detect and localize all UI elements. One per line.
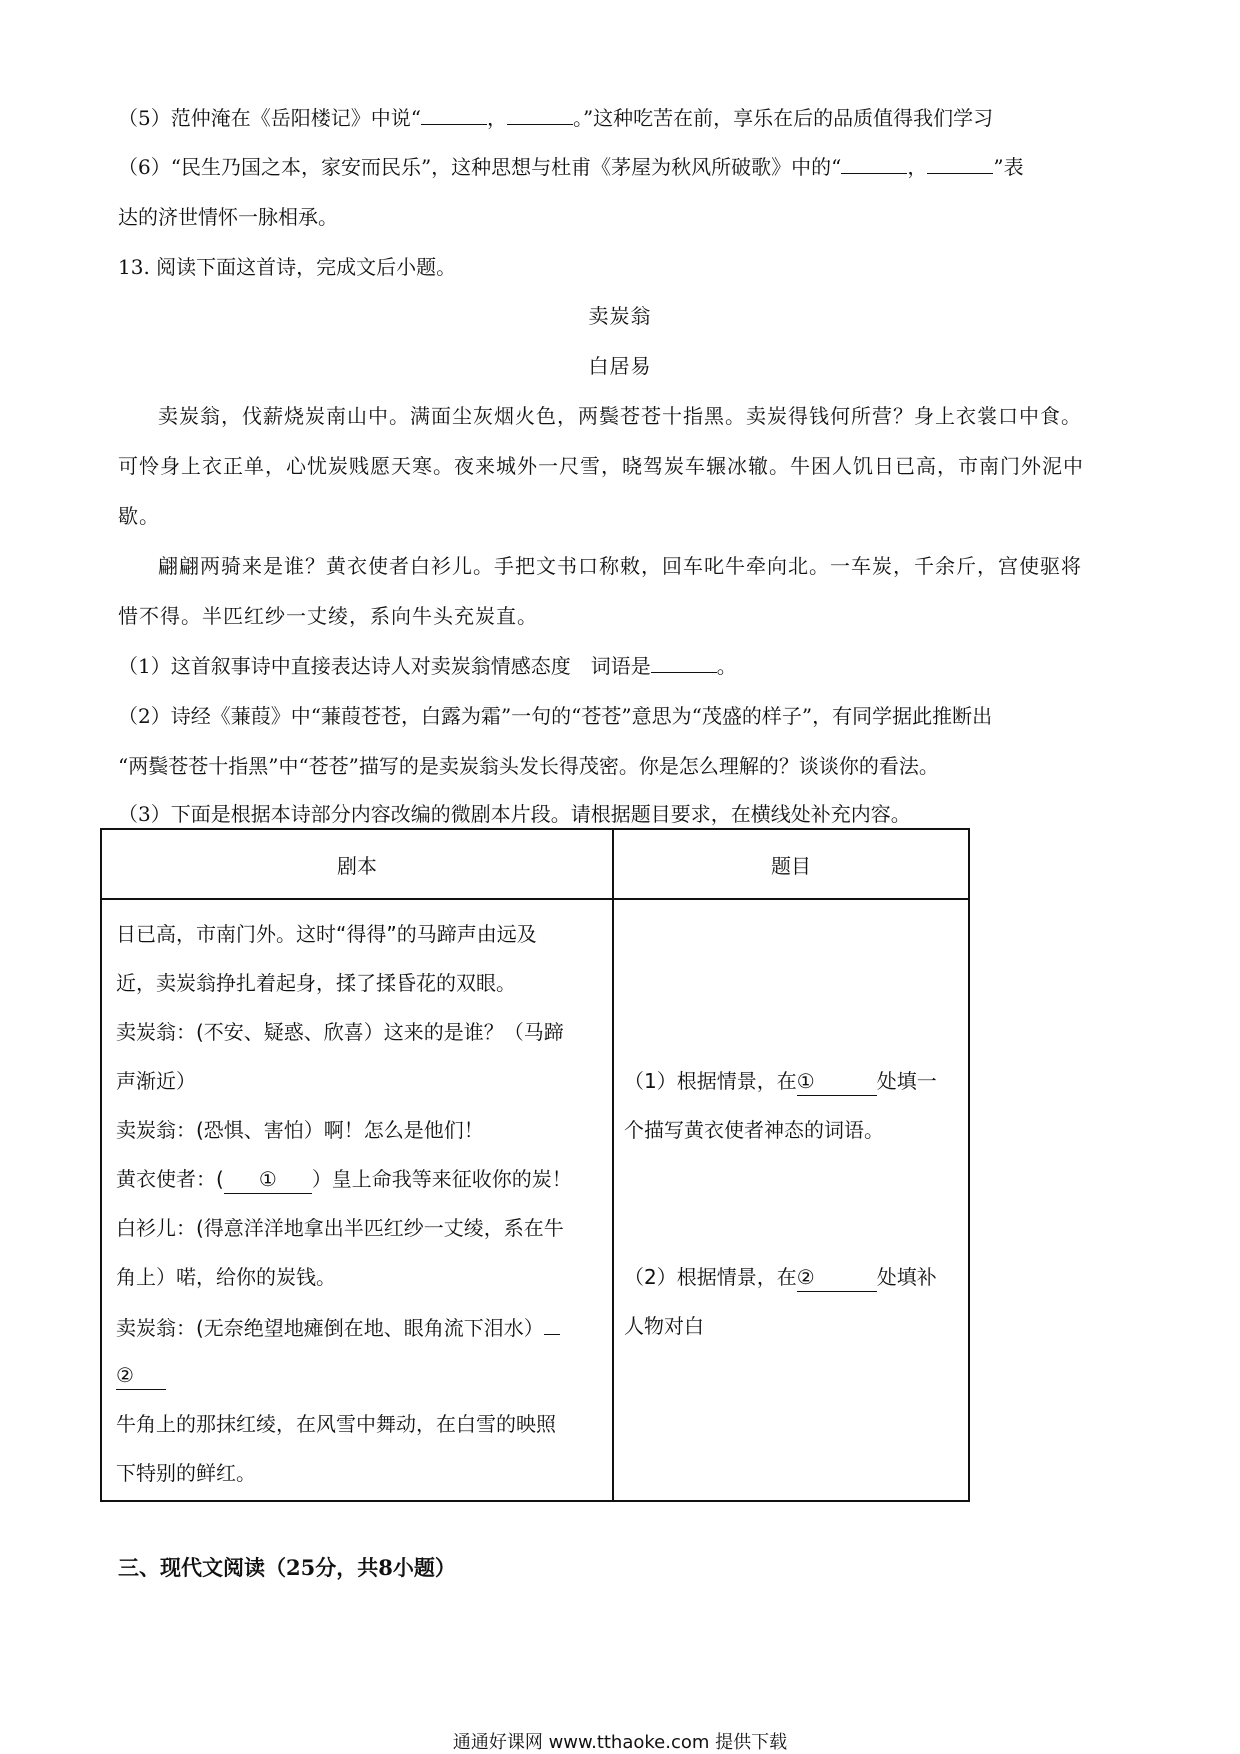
script-line: 日已高，市南门外。这时“得得”的马蹄声由远及: [116, 922, 537, 946]
task-cell: [613, 899, 969, 1501]
blank-1[interactable]: ①: [224, 1165, 312, 1194]
script-line: 近，卖炭翁挣扎着起身，揉了揉昏花的双眼。: [116, 971, 516, 995]
q12-item6-cont: 达的济世情怀一脉相承。: [118, 205, 338, 229]
drama-table: [100, 828, 970, 1502]
script-line: 卖炭翁：(不安、疑惑、欣喜）这来的是谁？（马蹄: [116, 1020, 564, 1044]
script-line: 角上）喏，给你的炭钱。: [116, 1265, 336, 1289]
task1-line2: 个描写黄衣使者神态的词语。: [624, 1118, 884, 1142]
script-line: 白衫儿：(得意洋洋地拿出半匹红纱一丈绫，系在牛: [116, 1216, 564, 1240]
poem-line: 卖炭翁，伐薪烧炭南山中。满面尘灰烟火色，两鬓苍苍十指黑。卖炭得钱何所营？身上衣裳口中食。: [158, 404, 1082, 428]
header-script: 剧本: [101, 829, 613, 899]
poem-title: 卖炭翁: [588, 304, 652, 328]
answer-blank[interactable]: [507, 106, 573, 125]
task2-line2: 人物对白: [624, 1314, 704, 1338]
q13-sub2-line2: “两鬓苍苍十指黑”中“苍苍”描写的是卖炭翁头发长得茂密。你是怎么理解的？谈谈你的看法。: [118, 754, 939, 778]
blank-2[interactable]: ②: [116, 1361, 166, 1390]
task2-mark: ②: [797, 1263, 877, 1292]
poem-line: 翩翩两骑来是谁？黄衣使者白衫儿。手把文书口称敕，回车叱牛牵向北。一车炭，千余斤，宫使驱将: [158, 554, 1082, 578]
answer-blank[interactable]: [421, 106, 487, 125]
script-cell: [101, 899, 613, 1501]
script-line: 牛角上的那抹红绫，在风雪中舞动，在白雪的映照: [116, 1412, 556, 1436]
q13-intro: 13. 阅读下面这首诗，完成文后小题。: [118, 255, 457, 279]
script-line: 卖炭翁：(恐惧、害怕）啊！怎么是他们！: [116, 1118, 484, 1142]
section-title: 三、现代文阅读（25分，共8小题）: [118, 1555, 456, 1580]
q12-item6: （6）“民生乃国之本，家安而民乐”，这种思想与杜甫《茅屋为秋风所破歌》中的“ ， ”表: [118, 155, 1024, 179]
answer-blank[interactable]: [927, 155, 993, 174]
script-line: 卖炭翁：(无奈绝望地瘫倒在地、眼角流下泪水）: [116, 1312, 600, 1342]
q13-sub1: （1）这首叙事诗中直接表达诗人对卖炭翁情感态度 词语是 。: [118, 654, 737, 678]
task1-mark: ①: [797, 1067, 877, 1096]
header-task: 题目: [613, 829, 969, 899]
poem-author: 白居易: [588, 354, 652, 378]
script-line-huangyi: 黄衣使者：( ① ）皇上命我等来征收你的炭！: [116, 1165, 600, 1194]
task1-line1: （1）根据情景，在① 处填一: [624, 1067, 960, 1096]
q13-sub3: （3）下面是根据本诗部分内容改编的微剧本片段。请根据题目要求，在横线处补充内容。: [118, 802, 911, 826]
script-line-blank-2: [116, 1361, 600, 1390]
script-line: 下特别的鲜红。: [116, 1461, 256, 1485]
poem-line: 歇。: [118, 504, 160, 528]
poem-line: 可怜身上衣正单，心忧炭贱愿天寒。夜来城外一尺雪，晓驾炭车辗冰辙。牛困人饥日已高，市南门外泥中: [118, 454, 1084, 478]
q12-item5: （5）范仲淹在《岳阳楼记》中说“ ， 。”这种吃苦在前，享乐在后的品质值得我们学习: [118, 106, 994, 130]
answer-blank[interactable]: [841, 155, 907, 174]
script-line: 声渐近）: [116, 1069, 196, 1093]
footer-credit: 通通好课网 www.tthaoke.com 提供下载: [452, 1732, 788, 1753]
q13-sub2-line1: （2）诗经《蒹葭》中“蒹葭苍苍，白露为霜”一句的“苍苍”意思为“茂盛的样子”，有同学据此推断出: [118, 704, 993, 728]
answer-blank[interactable]: [651, 654, 717, 673]
poem-line: 惜不得。半匹红纱一丈绫，系向牛头充炭直。: [118, 604, 538, 628]
task2-line1: （2）根据情景，在② 处填补: [624, 1263, 960, 1292]
blank-2-start[interactable]: [544, 1312, 560, 1335]
